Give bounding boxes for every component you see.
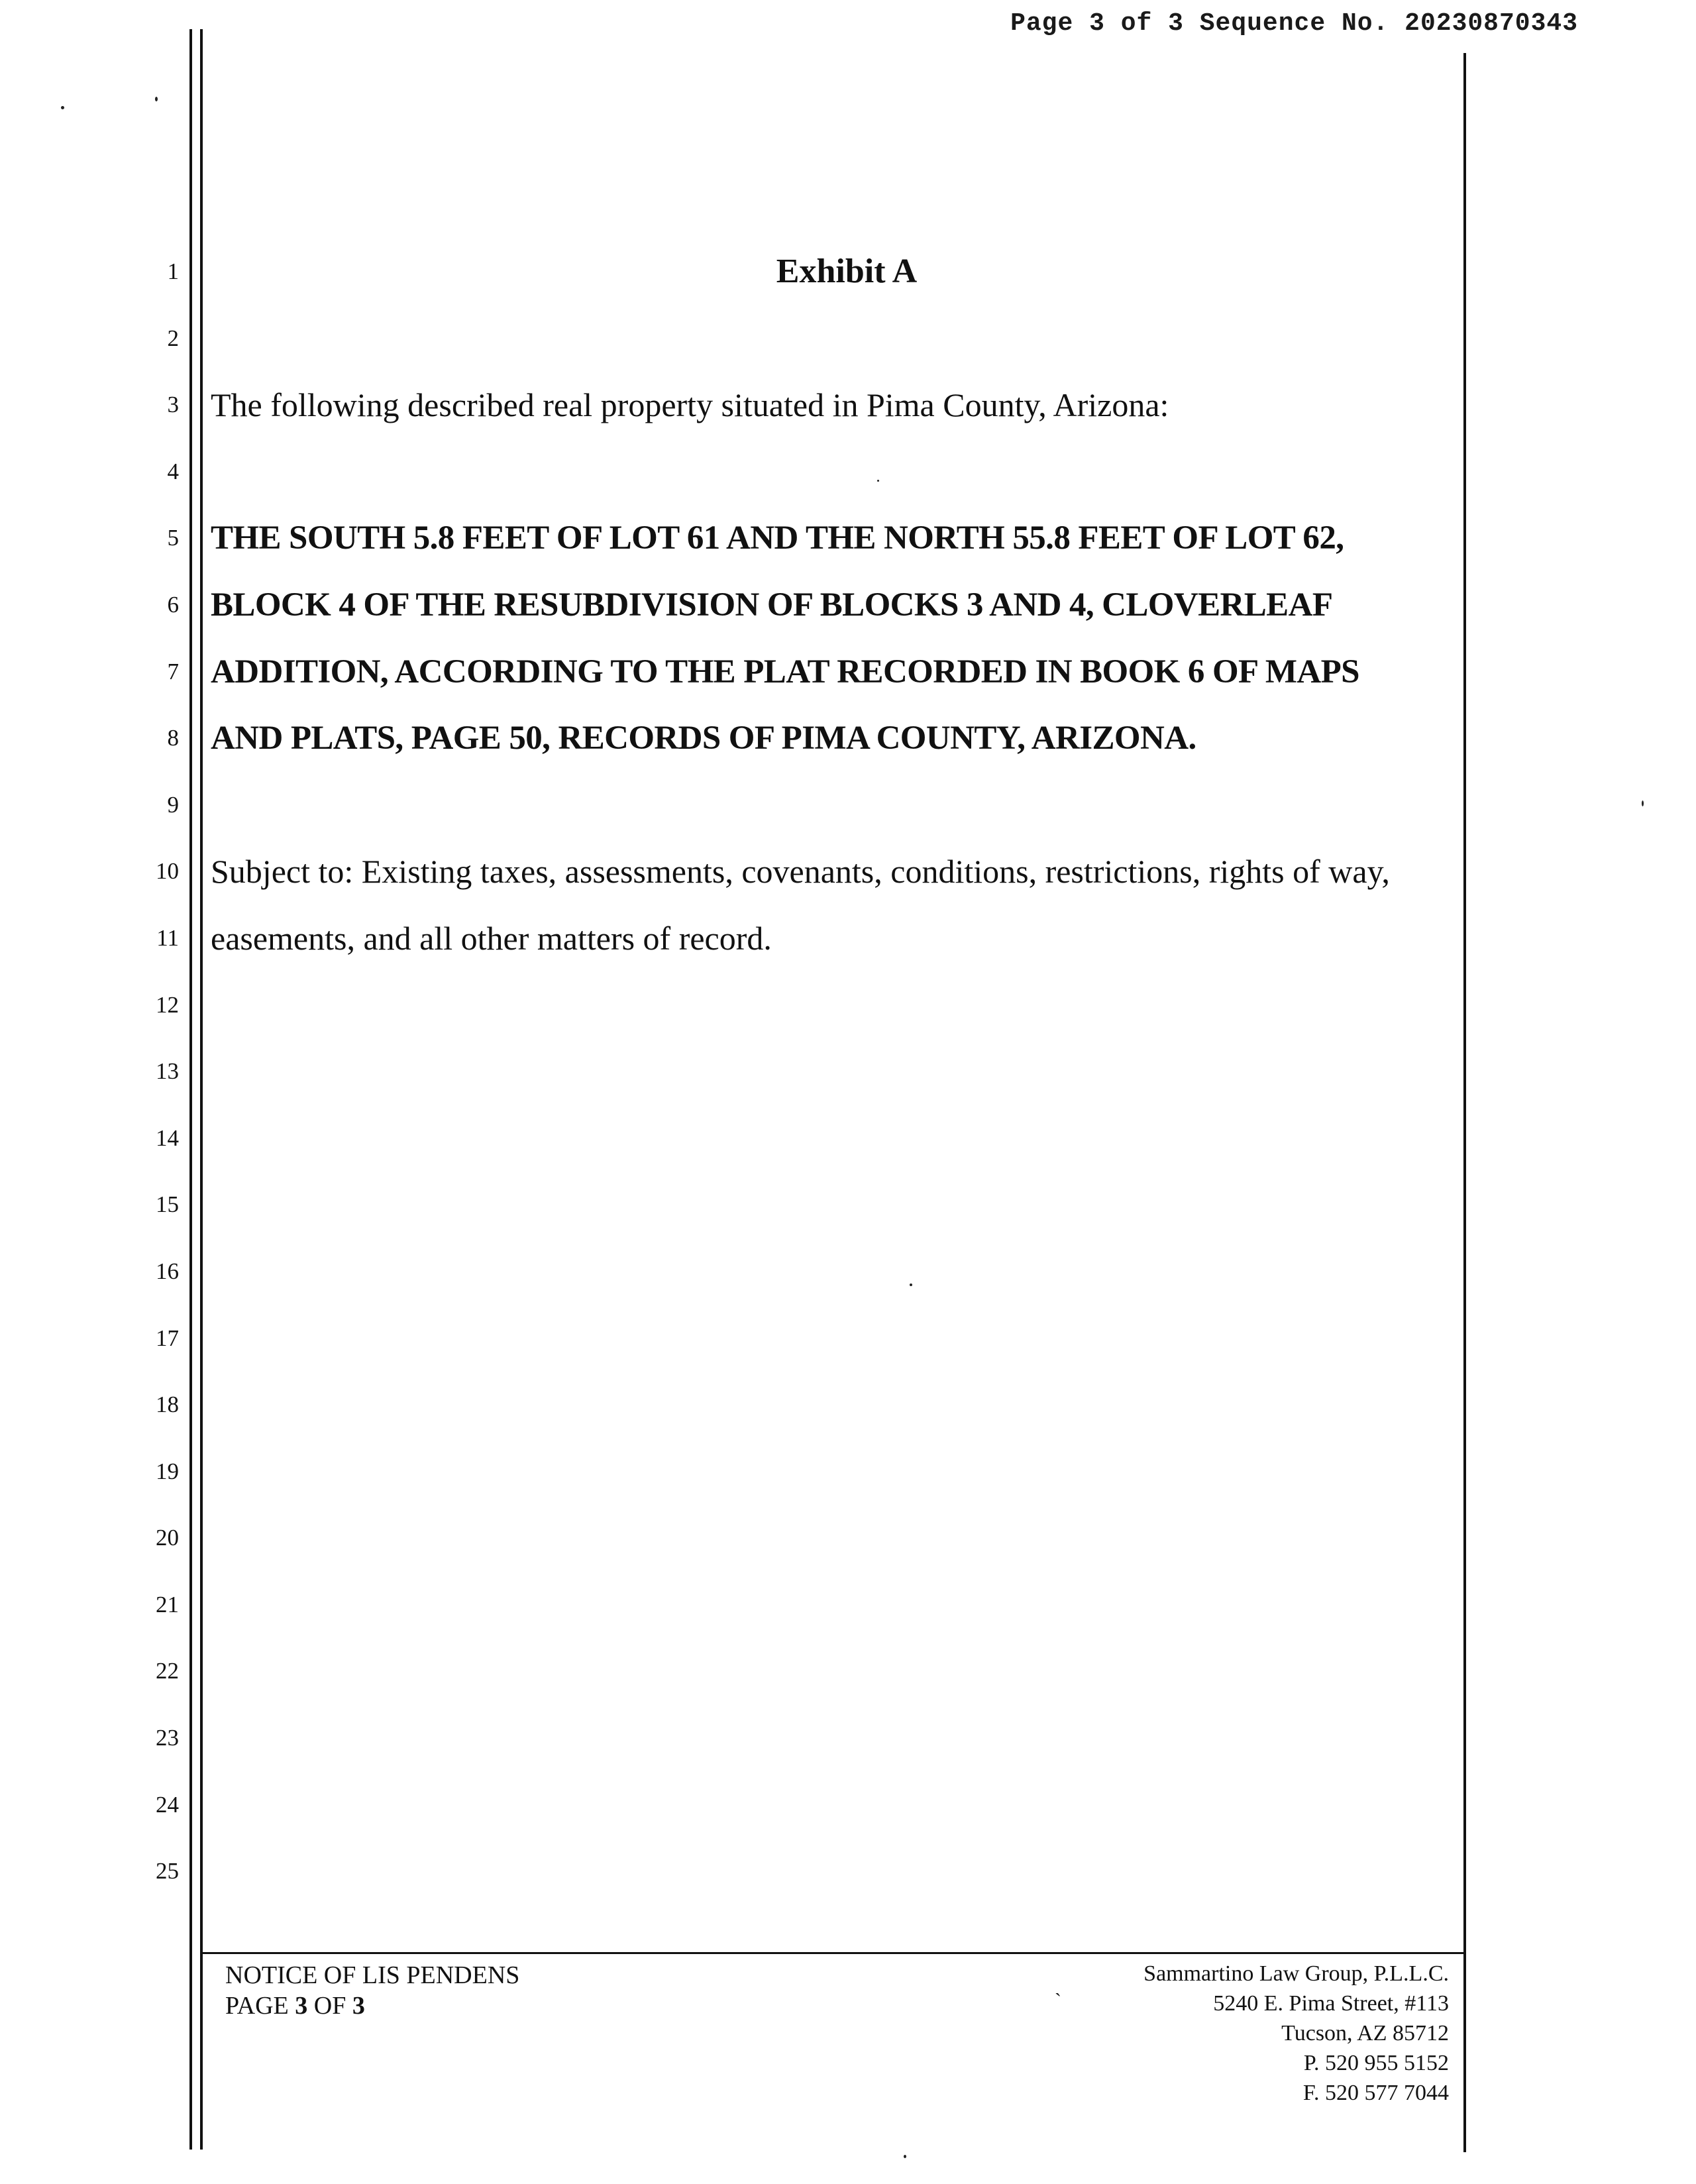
line-number: 7 bbox=[167, 658, 179, 684]
line-number: 22 bbox=[156, 1658, 179, 1684]
blank-line bbox=[211, 452, 1463, 519]
subject-to-line: Subject to: Existing taxes, assessments, covenants, conditions, restrictions, rights of way, bbox=[211, 853, 1390, 891]
line-number: 15 bbox=[156, 1191, 179, 1218]
left-margin-rule-outer bbox=[189, 29, 192, 2150]
scan-speck bbox=[910, 1283, 912, 1286]
footer-page-indicator bbox=[225, 1991, 519, 2021]
line-number: 12 bbox=[156, 991, 179, 1018]
scan-speck bbox=[61, 106, 64, 109]
page-number: 3 bbox=[295, 1992, 308, 2020]
line-number: 19 bbox=[156, 1458, 179, 1484]
sequence-stamp: Page 3 of 3 Sequence No. 20230870343 bbox=[1010, 9, 1578, 38]
line-number: 2 bbox=[167, 325, 179, 351]
firm-street: 5240 E. Pima Street, #113 bbox=[1213, 1991, 1449, 2016]
line-number: 8 bbox=[167, 725, 179, 751]
subject-to-line: easements, and all other matters of record. bbox=[211, 919, 772, 957]
scan-speck bbox=[904, 2155, 906, 2158]
line-number: 20 bbox=[156, 1525, 179, 1551]
firm-phone: P. 520 955 5152 bbox=[1303, 2051, 1449, 2075]
line-number: 25 bbox=[156, 1858, 179, 1884]
line-number: 1 bbox=[167, 258, 179, 284]
legal-description-line: THE SOUTH 5.8 FEET OF LOT 61 AND THE NORTH 55.8 FEET OF LOT 62, bbox=[211, 519, 1344, 557]
legal-description-line: AND PLATS, PAGE 50, RECORDS OF PIMA COUNTY, ARIZONA. bbox=[211, 720, 1196, 757]
footer-firm-address bbox=[1143, 1959, 1449, 2108]
scan-mark: ˎ bbox=[1055, 1975, 1061, 1996]
scan-speck bbox=[1642, 800, 1644, 806]
document-body bbox=[211, 252, 1463, 985]
line-number: 10 bbox=[156, 858, 179, 885]
line-number: 6 bbox=[167, 591, 179, 618]
line-number: 11 bbox=[156, 924, 179, 951]
legal-description-line: BLOCK 4 OF THE RESUBDIVISION OF BLOCKS 3 AND 4, CLOVERLEAF bbox=[211, 586, 1333, 624]
intro-paragraph: The following described real property situated in Pima County, Arizona: bbox=[211, 386, 1169, 424]
blank-line bbox=[211, 319, 1463, 386]
page-total: 3 bbox=[352, 1992, 365, 2020]
line-number: 9 bbox=[167, 791, 179, 818]
pleading-line-numbers bbox=[132, 252, 179, 1918]
footer-document-info bbox=[225, 1960, 519, 2021]
page-prefix: PAGE bbox=[225, 1992, 295, 2020]
page-of: OF bbox=[307, 1992, 352, 2020]
footer-divider bbox=[203, 1952, 1465, 1954]
line-number: 5 bbox=[167, 525, 179, 551]
line-number: 13 bbox=[156, 1058, 179, 1085]
firm-fax: F. 520 577 7044 bbox=[1302, 2081, 1449, 2105]
line-number: 24 bbox=[156, 1791, 179, 1818]
footer-document-name: NOTICE OF LIS PENDENS bbox=[225, 1961, 520, 1989]
line-number: 16 bbox=[156, 1258, 179, 1284]
blank-line bbox=[211, 785, 1463, 852]
line-number: 3 bbox=[167, 392, 179, 418]
firm-name: Sammartino Law Group, P.L.L.C. bbox=[1143, 1961, 1449, 1986]
firm-city: Tucson, AZ 85712 bbox=[1281, 2021, 1449, 2046]
right-margin-rule bbox=[1463, 53, 1466, 2152]
line-number: 21 bbox=[156, 1591, 179, 1617]
line-number: 23 bbox=[156, 1725, 179, 1751]
line-number: 14 bbox=[156, 1124, 179, 1151]
line-number: 4 bbox=[167, 458, 179, 484]
exhibit-title: Exhibit A bbox=[776, 252, 918, 290]
line-number: 18 bbox=[156, 1392, 179, 1418]
line-number: 17 bbox=[156, 1325, 179, 1351]
left-margin-rule-inner bbox=[200, 29, 203, 2150]
scan-speck bbox=[155, 97, 158, 101]
legal-description-line: ADDITION, ACCORDING TO THE PLAT RECORDED IN BOOK 6 OF MAPS bbox=[211, 653, 1359, 690]
